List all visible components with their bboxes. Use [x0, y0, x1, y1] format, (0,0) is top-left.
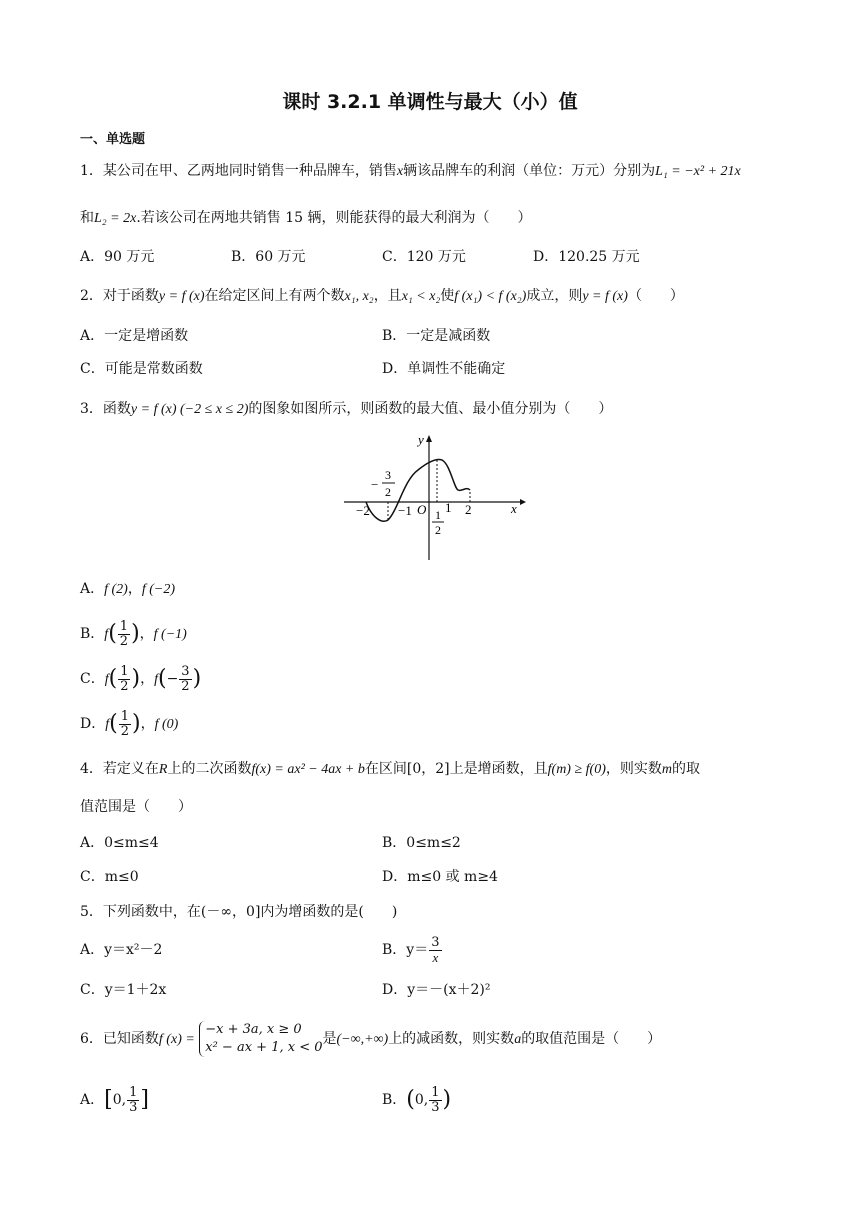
y-axis-arrow: [426, 435, 432, 442]
q2-option-c[interactable]: C．可能是常数函数: [80, 361, 203, 377]
q1-option-d[interactable]: D．120.25 万元: [533, 249, 640, 265]
question-6-stem: 6．已知函数f (x) = −x + 3a, x ≥ 0 x² − ax + 1, x < 0 是(−∞,+∞)上的减函数，则实数a的取值范围是（ ）: [80, 1022, 662, 1055]
x-axis-arrow: [520, 499, 526, 505]
q4-option-b[interactable]: B．0≤m≤2: [382, 835, 461, 851]
x-axis-label: x: [511, 501, 517, 516]
q5-option-b[interactable]: B．y＝ $\frac{3}{x}$: [382, 934, 440, 965]
function-graph: [338, 430, 528, 562]
question-3-stem: 3．函数y = f (x) (−2 ≤ x ≤ 2)的图象如图所示，则函数的最大值、最小值分别为（ ）: [80, 401, 613, 417]
q5-option-c[interactable]: C．y＝1＋2x: [80, 982, 167, 998]
tick-neg-1: −1: [398, 503, 412, 518]
q2-option-b[interactable]: B．一定是减函数: [382, 328, 491, 344]
section-heading: 一、单选题: [80, 132, 146, 147]
q1-option-c[interactable]: C．120 万元: [382, 249, 466, 265]
q1-option-a[interactable]: A．90 万元: [80, 249, 155, 265]
profit-formula-l2: L₂ = 2x: [94, 211, 137, 226]
tick-neg-2: −2: [356, 503, 370, 518]
label-one-half-num: 1: [435, 508, 441, 522]
question-4-line-1: 4．若定义在R上的二次函数f(x) = ax² − 4ax + b在区间[0，2]上是增函数，且f(m) ≥ f(0)，则实数m的取: [80, 761, 700, 777]
profit-formula-l1: L₁ = −x² + 21x: [655, 164, 741, 179]
q3-option-c[interactable]: C．f( $\frac{1}{2}$ )，f(− $\frac{3}{2}$ ): [80, 663, 202, 694]
question-2-stem: 2．对于函数y = f (x)在给定区间上有两个数x₁, x₂，且x₁ < x₂使f (x₁) < f (x₂)成立，则y = f (x)（ ）: [80, 288, 684, 304]
label-neg-three-halves-den: 2: [385, 485, 391, 499]
label-neg-three-halves-sign: −: [371, 477, 379, 492]
q3-option-a[interactable]: A．f (2)，f (−2): [80, 581, 176, 597]
question-1-line-1: 1．某公司在甲、乙两地同时销售一种品牌车，销售x辆该品牌车的利润（单位：万元）分别为L₁ = −x² + 21x: [80, 163, 741, 179]
tick-2: 2: [465, 502, 472, 517]
q4-option-a[interactable]: A．0≤m≤4: [80, 835, 159, 851]
piecewise-function: −x + 3a, x ≥ 0 x² − ax + 1, x < 0: [199, 1021, 322, 1057]
q4-option-c[interactable]: C．m≤0: [80, 869, 139, 885]
q4-option-d[interactable]: D．m≤0 或 m≥4: [382, 869, 498, 885]
tick-1: 1: [445, 500, 452, 515]
q2-option-d[interactable]: D．单调性不能确定: [382, 361, 506, 377]
q5-option-a[interactable]: A．y＝x²－2: [80, 942, 163, 958]
q6-option-a[interactable]: A．[0, $\frac{1}{3}$ ]: [80, 1084, 149, 1115]
question-5-stem: 5．下列函数中，在(－∞，0]内为增函数的是( ): [80, 904, 398, 920]
page-title: 课时 3.2.1 单调性与最大（小）值: [282, 91, 578, 113]
q1-option-b[interactable]: B．60 万元: [231, 249, 306, 265]
q6-option-b[interactable]: B．(0, $\frac{1}{3}$ ): [382, 1084, 452, 1115]
label-neg-three-halves-num: 3: [385, 468, 391, 482]
q2-option-a[interactable]: A．一定是增函数: [80, 328, 189, 344]
y-axis-label: y: [418, 432, 424, 447]
origin-label: O: [417, 502, 427, 517]
q5-option-d[interactable]: D．y＝－(x＋2)²: [382, 982, 491, 998]
question-1-line-2: 和L₂ = 2x.若该公司在两地共销售 15 辆，则能获得的最大利润为（ ）: [80, 210, 532, 226]
label-one-half-den: 2: [435, 523, 441, 537]
q3-option-d[interactable]: D．f( $\frac{1}{2}$ )，f (0): [80, 708, 179, 739]
q3-option-b[interactable]: B．f( $\frac{1}{2}$ )，f (−1): [80, 618, 187, 649]
question-4-line-2: 值范围是（ ）: [80, 799, 192, 815]
